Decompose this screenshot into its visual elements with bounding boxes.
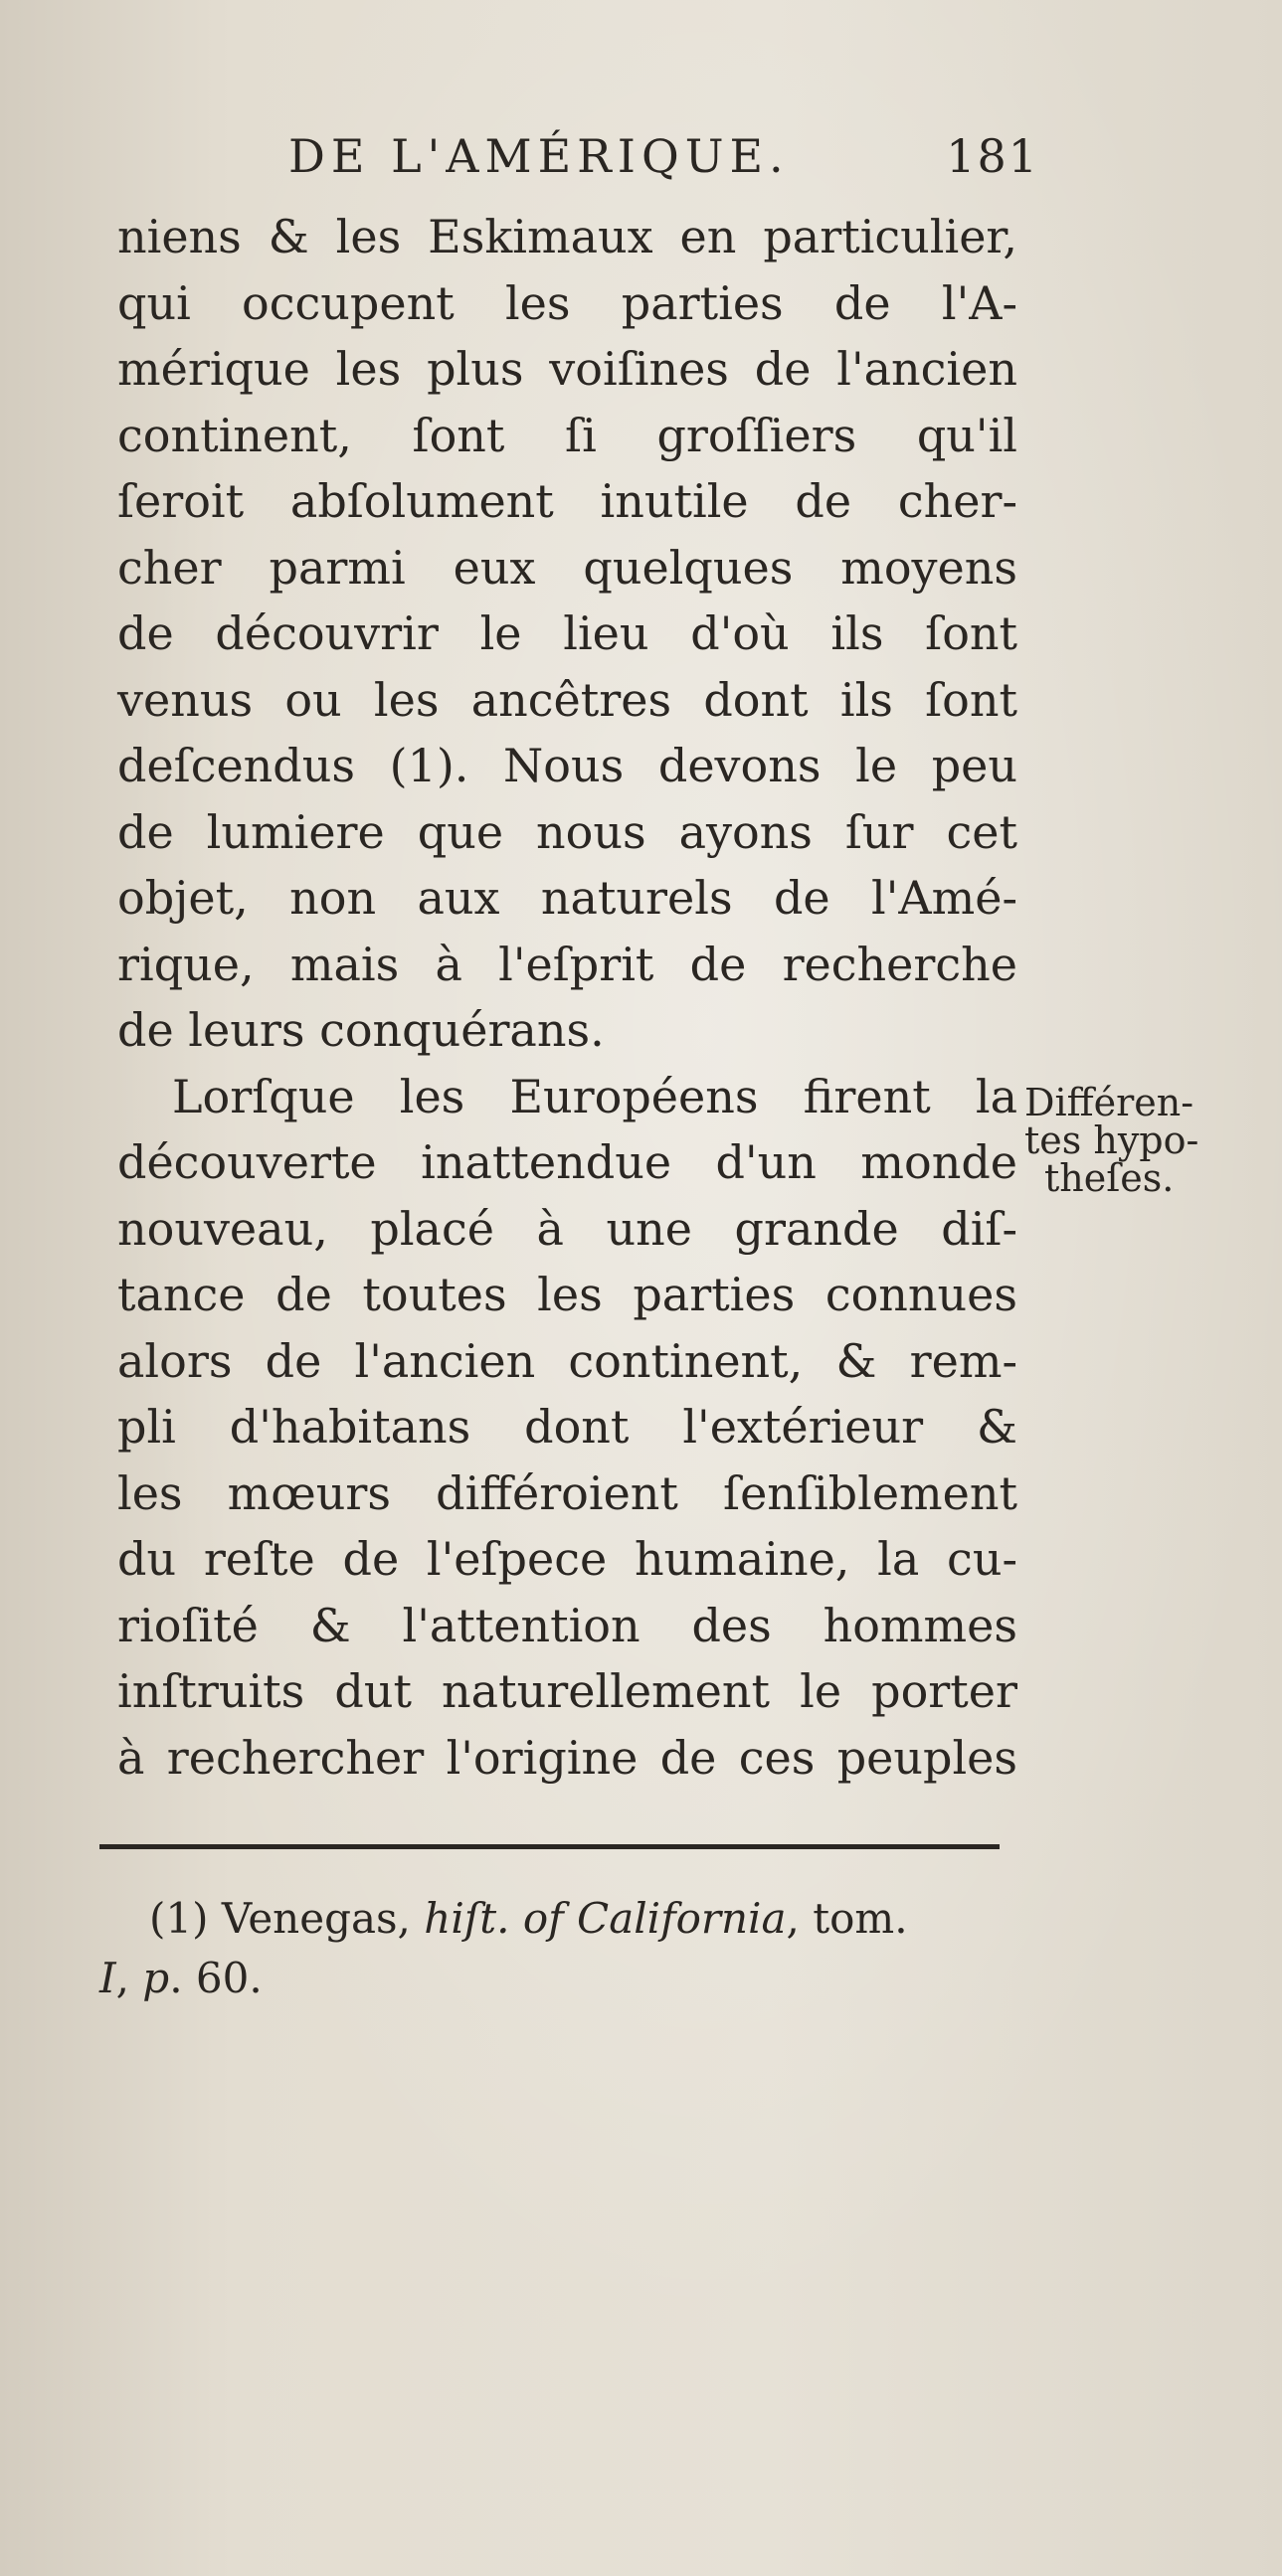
text-line: du reſte de l'eſpece humaine, la cu- <box>117 1532 1017 1586</box>
text-line: les mœurs différoient ſenſiblement <box>117 1465 1017 1520</box>
page-number: 181 <box>946 129 1039 183</box>
text-line: de découvrir le lieu d'où ils ſont <box>117 606 1017 660</box>
running-title: DE L'AMÉRIQUE. <box>288 129 790 183</box>
footnote-rule <box>99 1844 1000 1849</box>
footnote-page-abbrev: p <box>142 1954 170 2002</box>
footnote-line-2 <box>99 1949 1024 2008</box>
text-line: de lumiere que nous ayons ſur cet <box>117 804 1017 859</box>
footnote <box>99 1889 1024 2008</box>
footnote-work-title: hiſt. of California <box>424 1894 787 1943</box>
text-line: découverte inattendue d'un monde <box>117 1135 1017 1189</box>
marginal-note-line: tes hypo- <box>1024 1118 1199 1162</box>
text-line: nouveau, placé à une grande diſ- <box>117 1201 1017 1256</box>
text-line: objet, non aux naturels de l'Amé- <box>117 871 1017 925</box>
main-text <box>117 204 1017 1791</box>
text-line: tance de toutes les parties connues <box>117 1268 1017 1321</box>
text-line: Lorſque les Européens firent la <box>172 1069 1017 1123</box>
footnote-separator: , <box>115 1954 143 2002</box>
text-line: inſtruits dut naturellement le porter <box>117 1664 1017 1718</box>
text-line: ſeroit abſolument inutile de cher- <box>117 474 1017 528</box>
text-line: mérique les plus voiſines de l'ancien <box>117 342 1017 396</box>
text-line: alors de l'ancien continent, & rem- <box>117 1333 1017 1388</box>
text-line: cher parmi eux quelques moyens <box>117 540 1017 595</box>
text-line: niens & les Eskimaux en particulier, <box>117 210 1017 263</box>
footnote-volume-number: I <box>99 1954 116 2002</box>
text-line: qui occupent les parties de l'A- <box>117 275 1017 330</box>
text-line: à rechercher l'origine de ces peuples <box>117 1730 1017 1785</box>
text-line: venus ou les ancêtres dont ils ſont <box>117 672 1017 727</box>
text-line: continent, ſont ſi groſſiers qu'il <box>117 408 1017 462</box>
footnote-volume: , tom. <box>786 1894 908 1943</box>
running-header <box>288 129 1064 199</box>
footnote-page: . 60. <box>169 1954 263 2002</box>
text-line: deſcendus (1). Nous devons le peu <box>117 739 1017 792</box>
text-line: de leurs conquérans. <box>117 1003 605 1057</box>
marginal-note <box>1024 1081 1263 1200</box>
text-line: pli d'habitans dont l'extérieur & <box>117 1400 1017 1454</box>
text-line: rioſité & l'attention des hommes <box>117 1598 1017 1652</box>
text-line: rique, mais à l'eſprit de recherche <box>117 937 1017 991</box>
footnote-ref: (1) Venegas, <box>149 1894 425 1943</box>
footnote-line-1 <box>99 1889 1024 1949</box>
marginal-note-line: Différen- <box>1024 1081 1194 1124</box>
marginal-note-line: theſes. <box>1044 1156 1175 1200</box>
